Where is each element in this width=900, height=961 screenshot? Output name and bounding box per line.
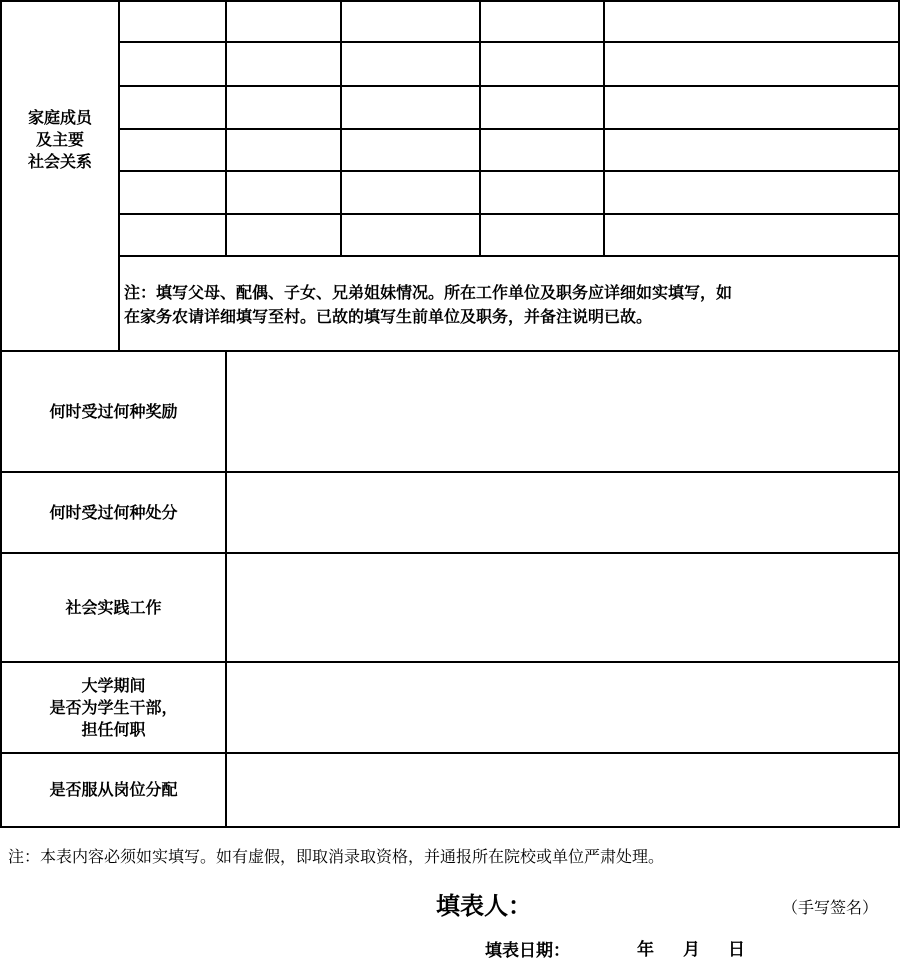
family-member-cell[interactable] (605, 2, 898, 41)
date-label: 填表日期： (485, 941, 570, 961)
family-member-cell[interactable] (481, 215, 603, 255)
family-member-cell[interactable] (227, 2, 340, 41)
cadre-label-line: 大学期间 (81, 675, 146, 695)
signature-hint: （手写签名） (782, 898, 879, 917)
family-member-cell[interactable] (605, 87, 898, 128)
family-member-cell[interactable] (342, 172, 479, 213)
cadre-label-line: 担任何职 (81, 719, 146, 739)
family-label-line: 家庭成员 (27, 108, 92, 127)
family-member-cell[interactable] (605, 43, 898, 85)
table-line (0, 826, 900, 828)
family-member-cell[interactable] (120, 87, 225, 128)
family-note-line: 在家务农请详细填写至村。已故的填写生前单位及职务，并备注说明已故。 (124, 307, 653, 326)
family-member-cell[interactable] (481, 130, 603, 170)
student-cadre-label (2, 663, 225, 752)
table-line (119, 255, 900, 257)
social-practice-label: 社会实践工作 (65, 597, 162, 617)
family-member-cell[interactable] (120, 172, 225, 213)
family-member-cell[interactable] (342, 215, 479, 255)
day-unit: 日 (728, 940, 745, 960)
year-unit: 年 (637, 940, 654, 960)
assignment-input[interactable] (227, 754, 898, 826)
cadre-label-line: 是否为学生干部， (49, 697, 178, 717)
social-practice-input[interactable] (227, 554, 898, 661)
awards-input[interactable] (227, 352, 898, 471)
family-label-line: 及主要 (35, 130, 84, 149)
family-member-cell[interactable] (481, 43, 603, 85)
family-member-cell[interactable] (342, 130, 479, 170)
month-unit: 月 (683, 940, 700, 960)
student-cadre-input[interactable] (227, 663, 898, 752)
assignment-label: 是否服从岗位分配 (49, 780, 178, 799)
awards-label: 何时受过何种奖励 (49, 401, 178, 421)
family-member-cell[interactable] (481, 87, 603, 128)
family-member-cell[interactable] (481, 172, 603, 213)
family-member-cell[interactable] (120, 130, 225, 170)
family-member-cell[interactable] (481, 2, 603, 41)
family-member-cell[interactable] (120, 43, 225, 85)
family-member-cell[interactable] (120, 2, 225, 41)
family-member-cell[interactable] (605, 215, 898, 255)
family-member-cell[interactable] (342, 87, 479, 128)
footer-note: 注：本表内容必须如实填写。如有虚假，即取消录取资格，并通报所在院校或单位严肃处理。 (8, 847, 665, 866)
family-member-cell[interactable] (342, 43, 479, 85)
family-member-cell[interactable] (227, 172, 340, 213)
family-relations-label (2, 85, 118, 195)
family-note-line: 注：填写父母、配偶、子女、兄弟姐妹情况。所在工作单位及职务应详细如实填写，如 (124, 283, 733, 302)
family-member-cell[interactable] (605, 130, 898, 170)
family-member-cell[interactable] (120, 215, 225, 255)
family-member-cell[interactable] (227, 87, 340, 128)
family-member-cell[interactable] (227, 130, 340, 170)
punishment-label: 何时受过何种处分 (49, 502, 178, 522)
family-member-cell[interactable] (342, 2, 479, 41)
filler-label: 填表人： (436, 892, 532, 920)
family-member-cell[interactable] (227, 43, 340, 85)
family-member-cell[interactable] (227, 215, 340, 255)
family-label-line: 社会关系 (27, 152, 92, 171)
family-note (124, 281, 898, 329)
punishment-input[interactable] (227, 473, 898, 552)
family-member-cell[interactable] (605, 172, 898, 213)
